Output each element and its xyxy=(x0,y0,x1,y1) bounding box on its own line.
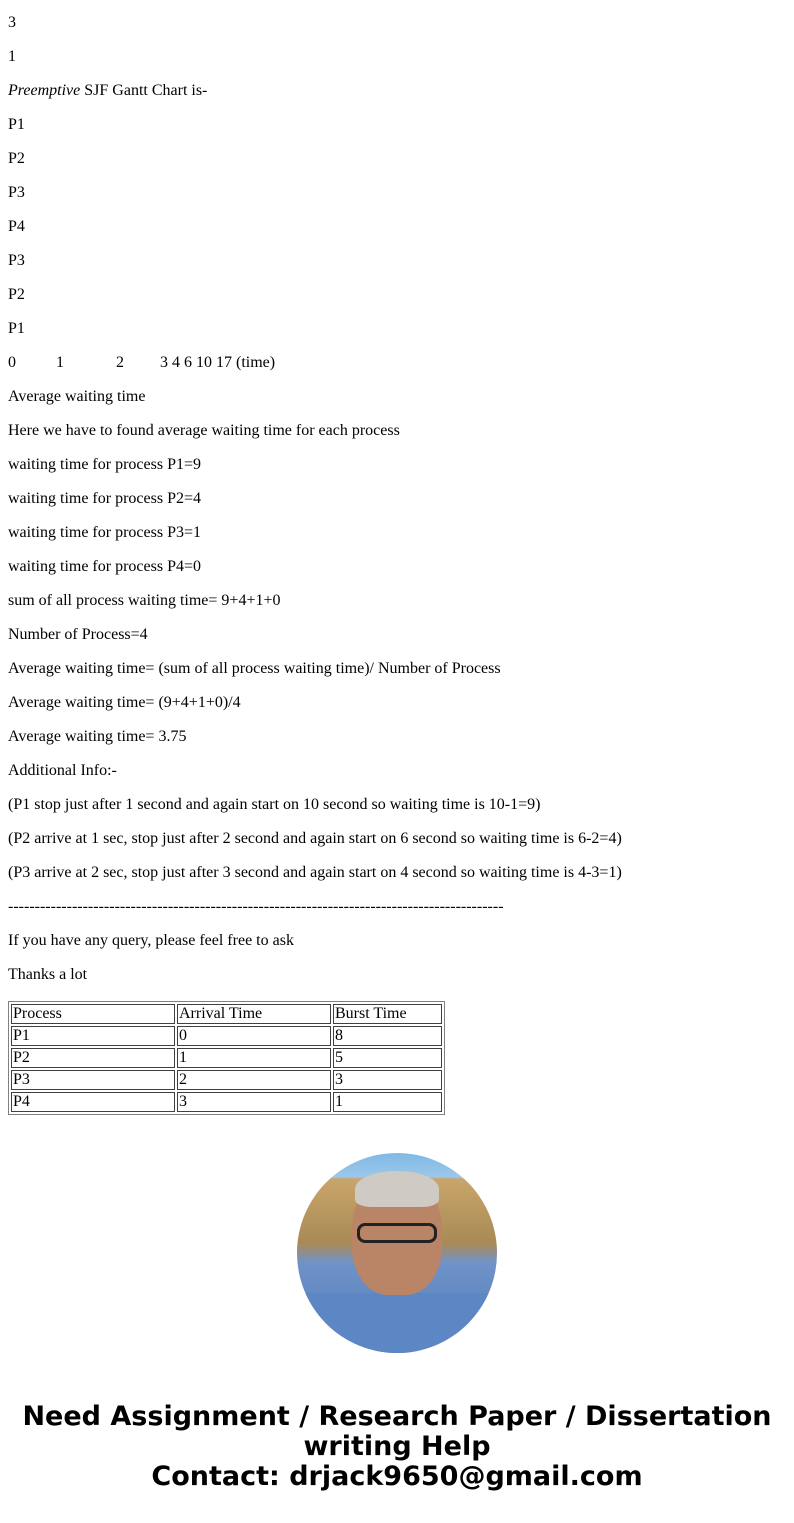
text-line: waiting time for process P2=4 xyxy=(8,490,201,507)
author-photo xyxy=(297,1153,497,1353)
gantt-process: P3 xyxy=(8,252,25,269)
process-table xyxy=(8,1001,445,1115)
gantt-process: P3 xyxy=(8,184,25,201)
table-row xyxy=(11,1048,442,1068)
text-line: Average waiting time= 3.75 xyxy=(8,728,187,745)
contact-email: Contact: drjack9650@gmail.com xyxy=(151,1461,643,1492)
text-line: Average waiting time= (sum of all process waiting time)/ Number of Process xyxy=(8,660,501,677)
text-line: sum of all process waiting time= 9+4+1+0 xyxy=(8,592,281,609)
text-line: (P2 arrive at 1 sec, stop just after 2 second and again start on 6 second so waiting time is 6-2=4) xyxy=(8,830,622,847)
gantt-process: P2 xyxy=(8,150,25,167)
gantt-process: P1 xyxy=(8,320,25,337)
text-line: Average waiting time= (9+4+1+0)/4 xyxy=(8,694,241,711)
text-line: 3 xyxy=(8,14,16,31)
text-line: If you have any query, please feel free to ask xyxy=(8,932,294,949)
table-header: Burst Time xyxy=(333,1004,442,1024)
gantt-heading-emphasis: Preemptive xyxy=(8,82,81,99)
text-line: Additional Info:- xyxy=(8,762,117,779)
text-line: Average waiting time xyxy=(8,388,146,405)
text-line: Here we have to found average waiting time for each process xyxy=(8,422,400,439)
table-cell: 2 xyxy=(177,1070,331,1090)
text-line: Thanks a lot xyxy=(8,966,88,983)
gantt-heading xyxy=(8,82,788,100)
text-line: waiting time for process P3=1 xyxy=(8,524,201,541)
text-line: waiting time for process P4=0 xyxy=(8,558,201,575)
text-line: Number of Process=4 xyxy=(8,626,148,643)
table-row xyxy=(11,1026,442,1046)
divider-line: --------------------------------------------------------------------------------------------- xyxy=(8,898,504,915)
table-cell: 8 xyxy=(333,1026,442,1046)
gantt-process: P1 xyxy=(8,116,25,133)
answer-text xyxy=(8,14,788,1000)
banner-line: Need Assignment / Research Paper / Dissertation xyxy=(22,1401,772,1432)
table-cell: 5 xyxy=(333,1048,442,1068)
gantt-heading-rest: SJF Gantt Chart is- xyxy=(80,82,208,99)
table-cell: P2 xyxy=(11,1048,175,1068)
photo-hair xyxy=(355,1171,439,1207)
banner-line: writing Help xyxy=(303,1431,491,1462)
table-cell: P4 xyxy=(11,1092,175,1112)
table-header: Process xyxy=(11,1004,175,1024)
table-cell: 1 xyxy=(333,1092,442,1112)
table-cell: 0 xyxy=(177,1026,331,1046)
text-line: (P1 stop just after 1 second and again start on 10 second so waiting time is 10-1=9) xyxy=(8,796,541,813)
table-header-row xyxy=(11,1004,442,1024)
table-header: Arrival Time xyxy=(177,1004,331,1024)
table-row xyxy=(11,1092,442,1112)
text-line: waiting time for process P1=9 xyxy=(8,456,201,473)
gantt-process: P4 xyxy=(8,218,25,235)
gantt-process: P2 xyxy=(8,286,25,303)
table-cell: 3 xyxy=(333,1070,442,1090)
text-line: 1 xyxy=(8,48,16,65)
table-cell: 3 xyxy=(177,1092,331,1112)
contact-banner xyxy=(0,1402,794,1492)
photo-glasses xyxy=(357,1223,437,1243)
table-cell: P1 xyxy=(11,1026,175,1046)
gantt-timeline: 0 1 2 3 4 6 10 17 (time) xyxy=(8,354,276,371)
text-line: (P3 arrive at 2 sec, stop just after 3 second and again start on 4 second so waiting time is 4-3=1) xyxy=(8,864,622,881)
photo-shirt xyxy=(297,1293,497,1353)
table-cell: P3 xyxy=(11,1070,175,1090)
table-cell: 1 xyxy=(177,1048,331,1068)
table-row xyxy=(11,1070,442,1090)
